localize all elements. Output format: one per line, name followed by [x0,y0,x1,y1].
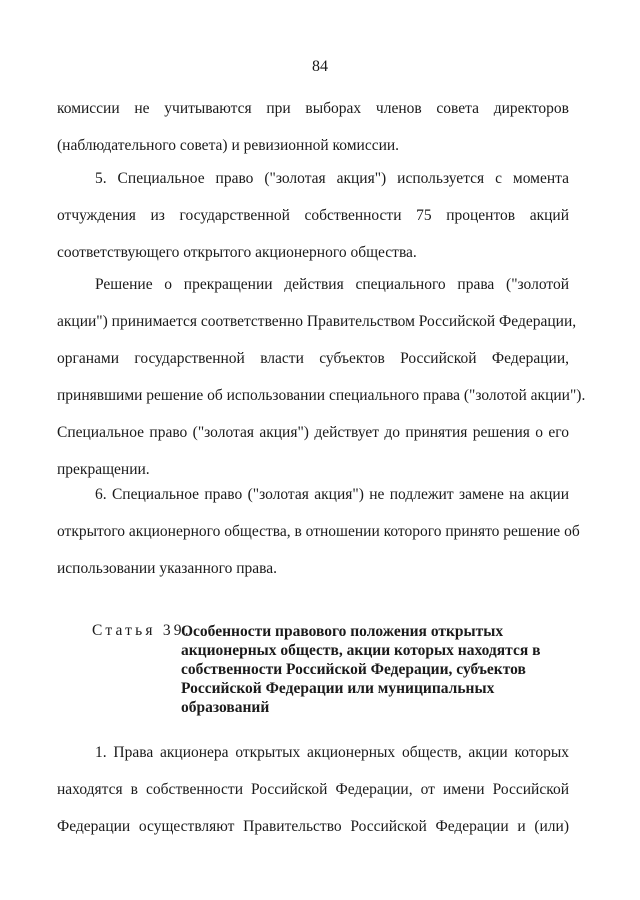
article-paragraph-1 [57,734,569,845]
text-line: соответствующего открытого акционерного общества. [57,244,417,261]
article-title-line: образований [181,699,270,716]
text-line: находятся в собственности Российской Федерации, от имени Российской [57,781,569,798]
text-line: принявшими решение об использовании специального права ("золотой акции"). [57,387,586,404]
paragraph-termination-decision [57,266,586,488]
text-line: прекращении. [57,461,150,478]
text-line: использовании указанного права. [57,560,278,577]
text-line: 6. Специальное право ("золотая акция") не подлежит замене на акции [95,486,569,503]
text-line: акции") принимается соответственно Правительством Российской Федерации, [57,313,577,330]
article-title-line: Российской Федерации или муниципальных [181,680,495,697]
article-title-line: собственности Российской Федерации, субъектов [181,661,526,678]
article-title-line: Особенности правового положения открытых [181,623,504,640]
text-line: отчуждения из государственной собственности 75 процентов акций [57,207,569,224]
text-line: (наблюдательного совета) и ревизионной комиссии. [57,137,400,154]
text-line: комиссии не учитываются при выборах членов совета директоров [57,100,569,117]
text-line: Специальное право ("золотая акция") действует до принятия решения о его [57,424,569,441]
paragraph-item-5 [57,160,569,271]
text-line: Федерации осуществляют Правительство Российской Федерации и (или) [57,818,569,835]
article-title [181,622,561,717]
article-title-line: акционерных обществ, акции которых находятся в [181,642,541,659]
text-line: Решение о прекращении действия специального права ("золотой [95,276,569,293]
text-line: 5. Специальное право ("золотая акция") используется с момента [95,170,569,187]
article-label: Статья 39. [92,622,192,639]
page-number: 84 [312,58,328,75]
article-heading [92,622,572,716]
paragraph-item-6 [57,476,580,587]
text-line: 1. Права акционера открытых акционерных обществ, акции которых [95,744,569,761]
text-line: открытого акционерного общества, в отношении которого принято решение об [57,523,580,540]
paragraph-continuation [57,90,569,164]
text-line: органами государственной власти субъектов Российской Федерации, [57,350,569,367]
